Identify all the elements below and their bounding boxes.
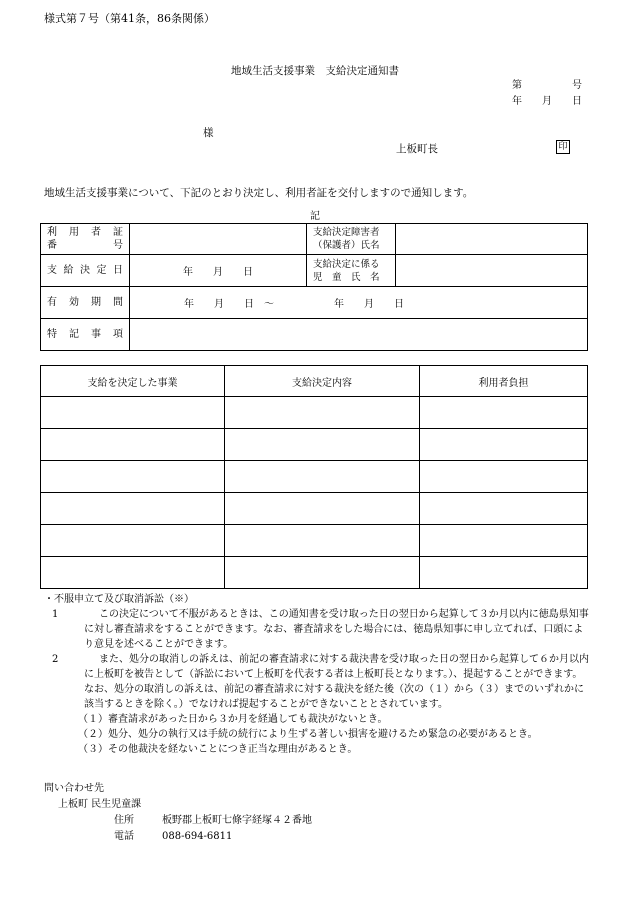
notes-sub-1: （１）審査請求があった日から３か月を経過しても裁決がないとき。 <box>78 714 388 725</box>
form-label: 様式第７号（第41条，86条関係） <box>44 12 215 25</box>
decision-date-label: 支給決定日 <box>41 255 130 287</box>
contact-address: 住所 板野郡上板町七條字経塚４２番地 <box>114 815 312 826</box>
guardian-value <box>396 224 588 255</box>
ki-label: 記 <box>310 211 320 222</box>
user-id-value <box>130 224 307 255</box>
table-row <box>41 397 588 429</box>
validity-label: 有 効 期 間 <box>41 287 130 319</box>
table-row <box>41 557 588 589</box>
table-row <box>41 525 588 557</box>
validity-value: 年 月 日 ～ 年 月 日 <box>130 287 588 319</box>
notes-sub-2: （２）処分、処分の執行又は手続の続行により生ずる著しい損害を避けるため緊急の必要があるとき。 <box>78 729 538 740</box>
user-id-label: 利 用 者 証 番 号 <box>41 224 130 255</box>
decision-date-value: 年 月 日 <box>130 255 307 287</box>
guardian-label: 支給決定障害者 （保護者）氏名 <box>307 224 396 255</box>
notes-item-2: 2 また、処分の取消しの訴えは、前記の審査請求に対する裁決書を受け取った日の翌日から起算して６か月以内に上板町を被告として（訴訟において上板町を代表する者は上板町長となります。）、提起することができます。なお、処分の取消しの訴えは、前記の審査請求に対する裁決を経た後（次の（１）から（３）までのいずれかに該当するときを除く。）でなければ提起することができないこととされています。 <box>52 654 589 710</box>
remarks-value <box>130 319 588 351</box>
contact-heading: 問い合わせ先 <box>44 783 104 794</box>
table-row <box>41 429 588 461</box>
remarks-label: 特 記 事 項 <box>41 319 130 351</box>
table-row <box>41 493 588 525</box>
notes-item-1: 1 この決定について不服があるときは、この通知書を受け取った日の翌日から起算して３か月以内に徳島県知事に対し審査請求をすることができます。なお、審査請求をした場合には、徳島県知事に申し立てれば、口頭により意見を述べることができます。 <box>52 609 589 650</box>
info-table <box>40 223 588 351</box>
seal-mark: 印 <box>556 140 570 154</box>
contact-dept: 上板町 民生児童課 <box>58 799 142 810</box>
child-name-value <box>396 255 588 287</box>
contact-block <box>44 781 312 845</box>
header-content: 支給決定内容 <box>225 366 420 397</box>
service-table <box>40 365 588 589</box>
issuer-name: 上板町長 <box>396 143 438 155</box>
table-row <box>41 461 588 493</box>
child-name-label: 支給決定に係る 児 童 氏 名 <box>307 255 396 287</box>
document-number: 第 号 <box>512 80 582 91</box>
recipient-suffix: 様 <box>203 127 214 139</box>
header-service: 支給を決定した事業 <box>41 366 225 397</box>
document-title: 地域生活支援事業 支給決定通知書 <box>231 65 399 77</box>
notes-heading: ・不服申立て及び取消訴訟（※） <box>44 594 194 605</box>
document-date: 年 月 日 <box>512 96 582 107</box>
notes-sub-3: （３）その他裁決を経ないことにつき正当な理由があるとき。 <box>78 744 358 755</box>
header-burden: 利用者負担 <box>420 366 588 397</box>
intro-text: 地域生活支援事業について、下記のとおり決定し、利用者証を交付しますので通知します。 <box>44 187 474 199</box>
appeal-notes <box>44 592 590 757</box>
contact-phone: 電話 088-694-6811 <box>114 831 233 842</box>
